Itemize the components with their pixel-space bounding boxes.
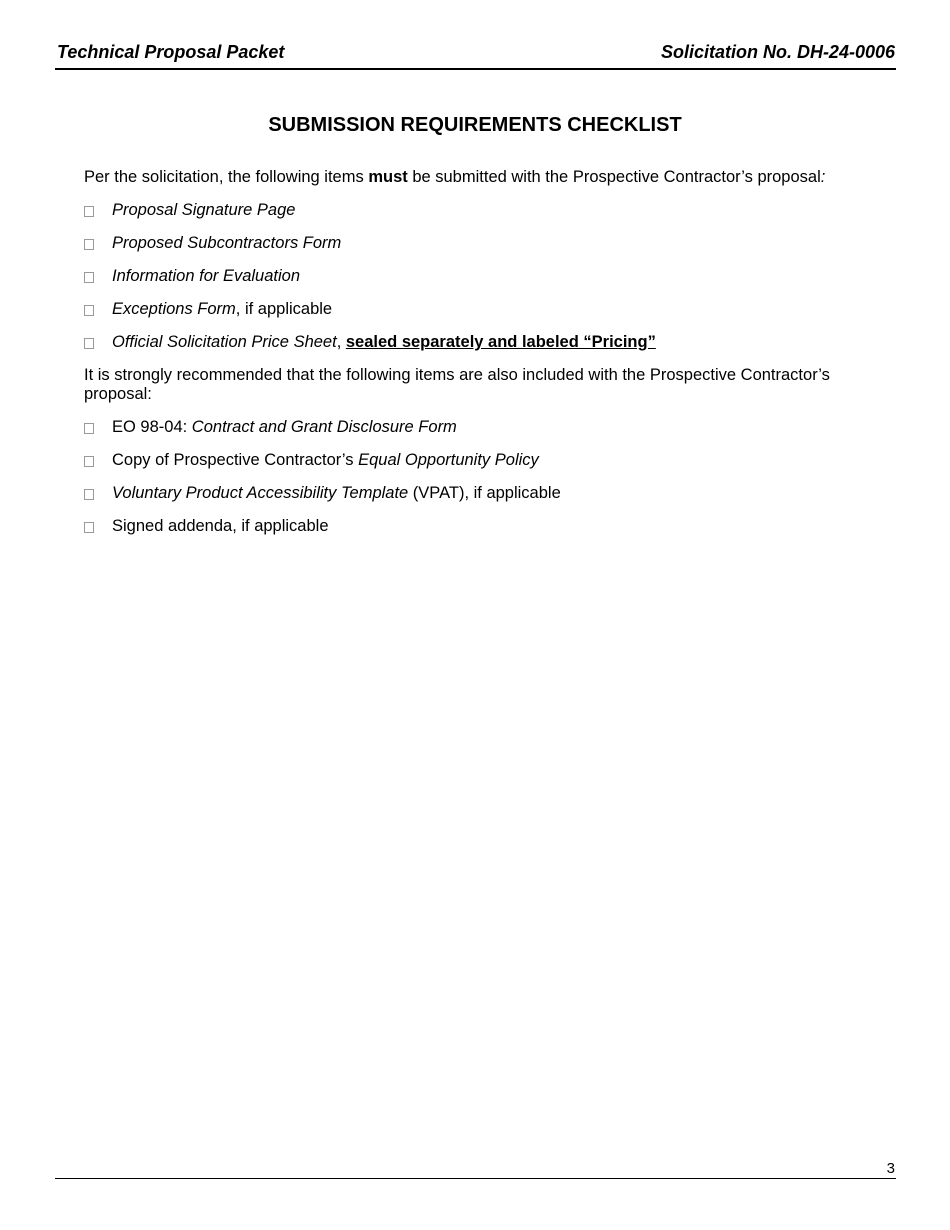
- pricing-note: sealed separately and labeled “Pricing”: [345, 333, 656, 351]
- checkbox-icon[interactable]: [84, 522, 94, 533]
- checklist-item-proposed-subcontractors-form: Proposed Subcontractors Form: [84, 234, 864, 253]
- header-solicitation-number: Solicitation No. DH-24-0006: [660, 42, 895, 62]
- required-intro: Per the solicitation, the following items must be submitted with the Prospective Contractor’s proposal:: [84, 168, 826, 186]
- checkbox-icon[interactable]: [84, 305, 94, 316]
- checklist-item-vpat: Voluntary Product Accessibility Template (VPAT), if applicable: [84, 484, 864, 503]
- checklist-item-equal-opportunity-policy: Copy of Prospective Contractor’s Equal Opportunity Policy: [84, 451, 864, 470]
- emphasis-must: must: [368, 168, 408, 186]
- checkbox-icon[interactable]: [84, 338, 94, 349]
- checklist-item-information-for-evaluation: Information for Evaluation: [84, 267, 864, 286]
- checklist-item-official-price-sheet: Official Solicitation Price Sheet, sealed separately and labeled “Pricing”: [84, 333, 864, 352]
- page-title: SUBMISSION REQUIREMENTS CHECKLIST: [268, 114, 682, 136]
- checkbox-icon[interactable]: [84, 272, 94, 283]
- page-header: [55, 41, 896, 70]
- checkbox-icon[interactable]: [84, 456, 94, 467]
- checklist-item-signed-addenda: Signed addenda, if applicable: [84, 517, 864, 536]
- header-document-title: Technical Proposal Packet: [57, 42, 285, 62]
- page-number: 3: [886, 1160, 895, 1177]
- checkbox-icon[interactable]: [84, 239, 94, 250]
- footer-divider: [55, 1178, 896, 1179]
- recommended-intro: It is strongly recommended that the following items are also included with the Prospective Contractor’s proposal:: [84, 366, 830, 403]
- checklist-item-proposal-signature-page: Proposal Signature Page: [84, 201, 864, 220]
- checkbox-icon[interactable]: [84, 423, 94, 434]
- checkbox-icon[interactable]: [84, 489, 94, 500]
- checklist-item-exceptions-form: Exceptions Form, if applicable: [84, 300, 864, 319]
- checklist-item-disclosure-form: EO 98-04: Contract and Grant Disclosure Form: [84, 418, 864, 437]
- checkbox-icon[interactable]: [84, 206, 94, 217]
- checklist-content: [84, 168, 864, 550]
